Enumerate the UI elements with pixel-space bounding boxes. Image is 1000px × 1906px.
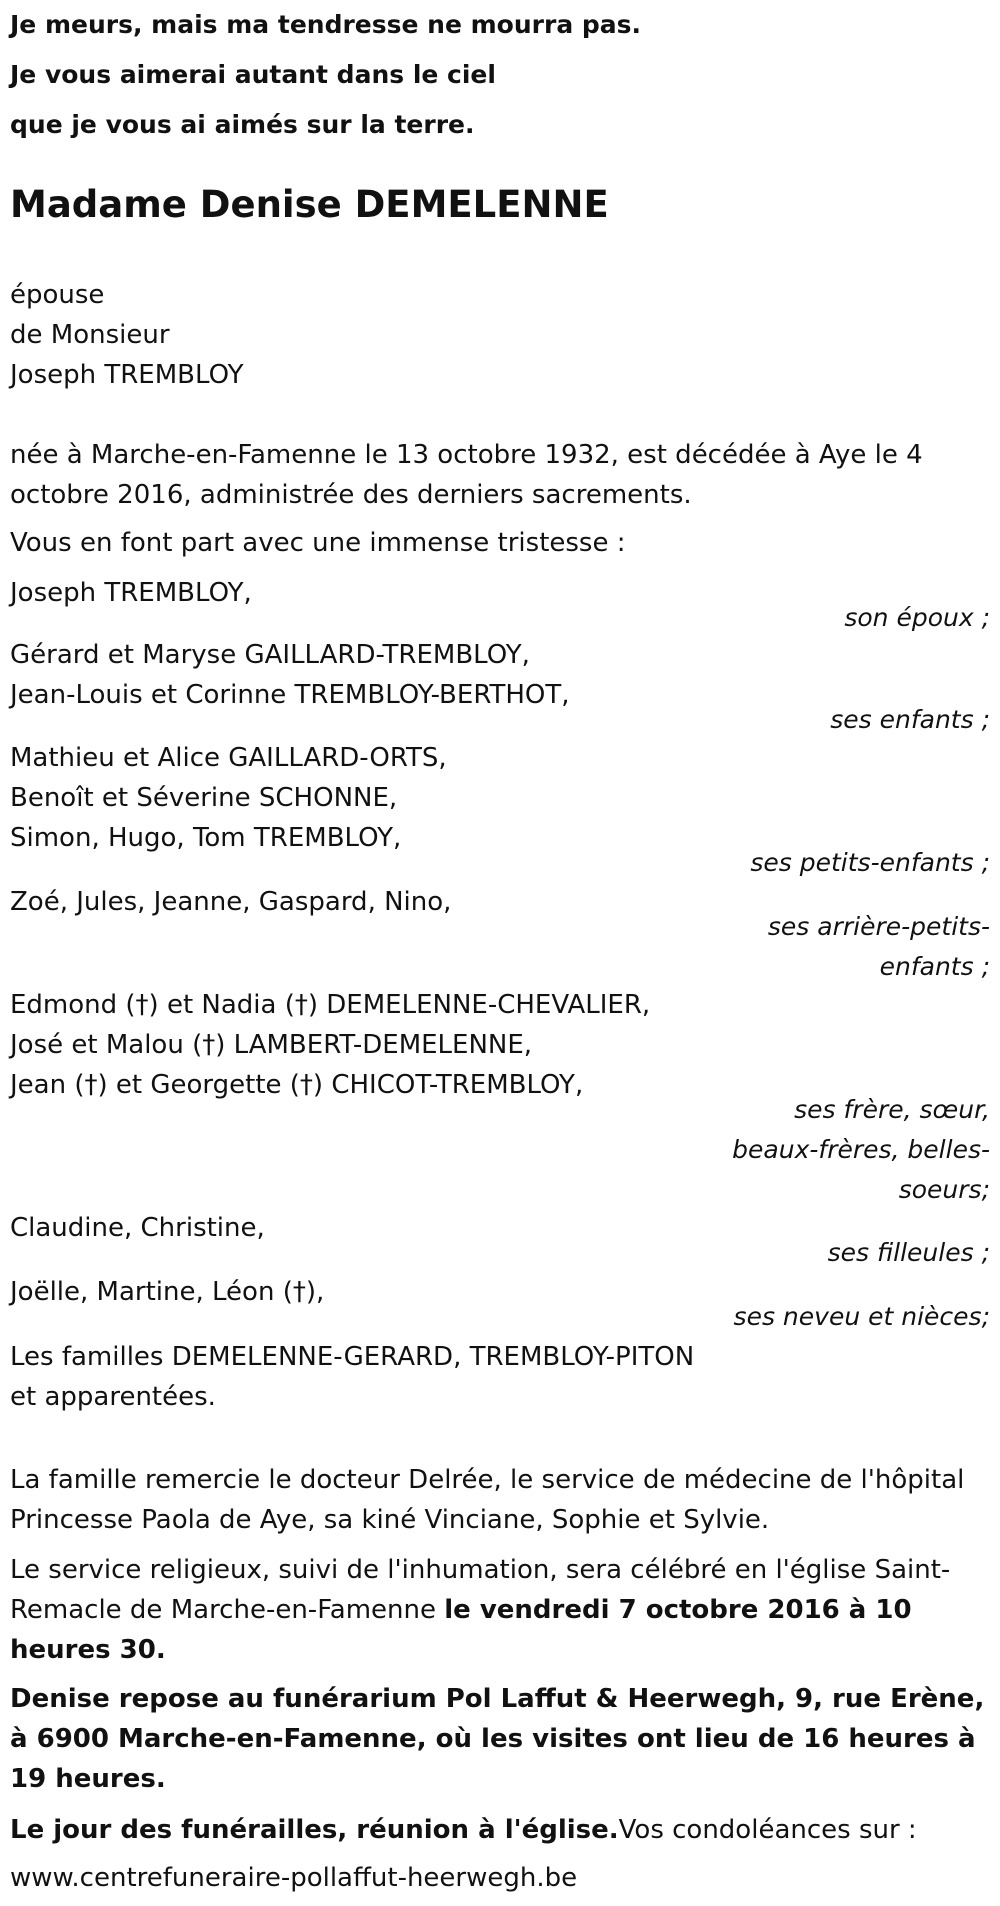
relation-siblings-3: soeurs; — [898, 1175, 990, 1204]
family-names-children-1: Gérard et Maryse GAILLARD-TREMBLOY, — [10, 640, 530, 670]
relation-grandchildren: ses petits-enfants ; — [750, 848, 990, 877]
family-names-grandchildren-3: Simon, Hugo, Tom TREMBLOY, — [10, 823, 402, 853]
family-names-siblings-3: Jean (†) et Georgette (†) CHICOT-TREMBLOY, — [10, 1070, 584, 1100]
service-paragraph — [10, 1550, 995, 1670]
service-text: Le service religieux, suivi de l'inhumation, sera célébré en l'église Saint-Remacle de Marche-en-Famenne — [10, 1555, 951, 1625]
relation-siblings-1: ses frère, sœur, — [794, 1095, 990, 1124]
spouse-line-2: de Monsieur — [10, 320, 170, 350]
relation-goddaughters: ses filleules ; — [827, 1238, 990, 1267]
quote-line-3: que je vous ai aimés sur la terre. — [10, 110, 475, 139]
family-names-siblings-2: José et Malou (†) LAMBERT-DEMELENNE, — [10, 1030, 533, 1060]
relation-siblings-2: beaux-frères, belles- — [732, 1135, 990, 1164]
condolences-line — [10, 1810, 917, 1850]
relation-nephews: ses neveu et nièces; — [733, 1302, 990, 1331]
families-line-2: et apparentées. — [10, 1382, 216, 1412]
visitation-text: Denise repose au funérarium Pol Laffut & Heerwegh, 9, rue Erène, à 6900 Marche-en-Famenne, où les visites ont lieu de 16 heures à 19 heures. — [10, 1684, 985, 1794]
relation-great-grandchildren-1: ses arrière-petits- — [767, 912, 990, 941]
website-link[interactable]: www.centrefuneraire-pollaffut-heerwegh.be — [10, 1863, 578, 1893]
funeral-day-text: Le jour des funérailles, réunion à l'église. — [10, 1815, 619, 1845]
relation-children: ses enfants ; — [830, 705, 990, 734]
family-names-spouse: Joseph TREMBLOY, — [10, 578, 252, 608]
family-names-grandchildren-1: Mathieu et Alice GAILLARD-ORTS, — [10, 743, 447, 773]
spouse-line-1: épouse — [10, 280, 105, 310]
family-names-children-2: Jean-Louis et Corinne TREMBLOY-BERTHOT, — [10, 680, 570, 710]
quote-line-1: Je meurs, mais ma tendresse ne mourra pas. — [10, 10, 642, 39]
relation-great-grandchildren-2: enfants ; — [879, 952, 990, 981]
thanks-text: La famille remercie le docteur Delrée, le service de médecine de l'hôpital Princesse Paola de Aye, sa kiné Vinciane, Sophie et Sylvie. — [10, 1465, 965, 1535]
announcement-text: Vous en font part avec une immense tristesse : — [10, 528, 626, 558]
birth-death-text: née à Marche-en-Famenne le 13 octobre 1932, est décédée à Aye le 4 octobre 2016, administrée des derniers sacrements. — [10, 440, 923, 510]
family-names-great-grandchildren: Zoé, Jules, Jeanne, Gaspard, Nino, — [10, 887, 452, 917]
condolences-text: Vos condoléances sur : — [618, 1815, 917, 1845]
deceased-name: Madame Denise DEMELENNE — [10, 183, 609, 226]
spouse-line-3: Joseph TREMBLOY — [10, 360, 244, 390]
family-names-grandchildren-2: Benoît et Séverine SCHONNE, — [10, 783, 398, 813]
family-names-siblings-1: Edmond (†) et Nadia (†) DEMELENNE-CHEVALIER, — [10, 990, 651, 1020]
family-names-goddaughters: Claudine, Christine, — [10, 1213, 265, 1243]
family-names-nephews: Joëlle, Martine, Léon (†), — [10, 1277, 325, 1307]
service-date: le vendredi 7 octobre 2016 à 10 heures 30. — [10, 1595, 912, 1665]
relation-spouse: son époux ; — [844, 603, 990, 632]
quote-line-2: Je vous aimerai autant dans le ciel — [10, 60, 496, 89]
families-line-1: Les familles DEMELENNE-GERARD, TREMBLOY-PITON — [10, 1342, 695, 1372]
